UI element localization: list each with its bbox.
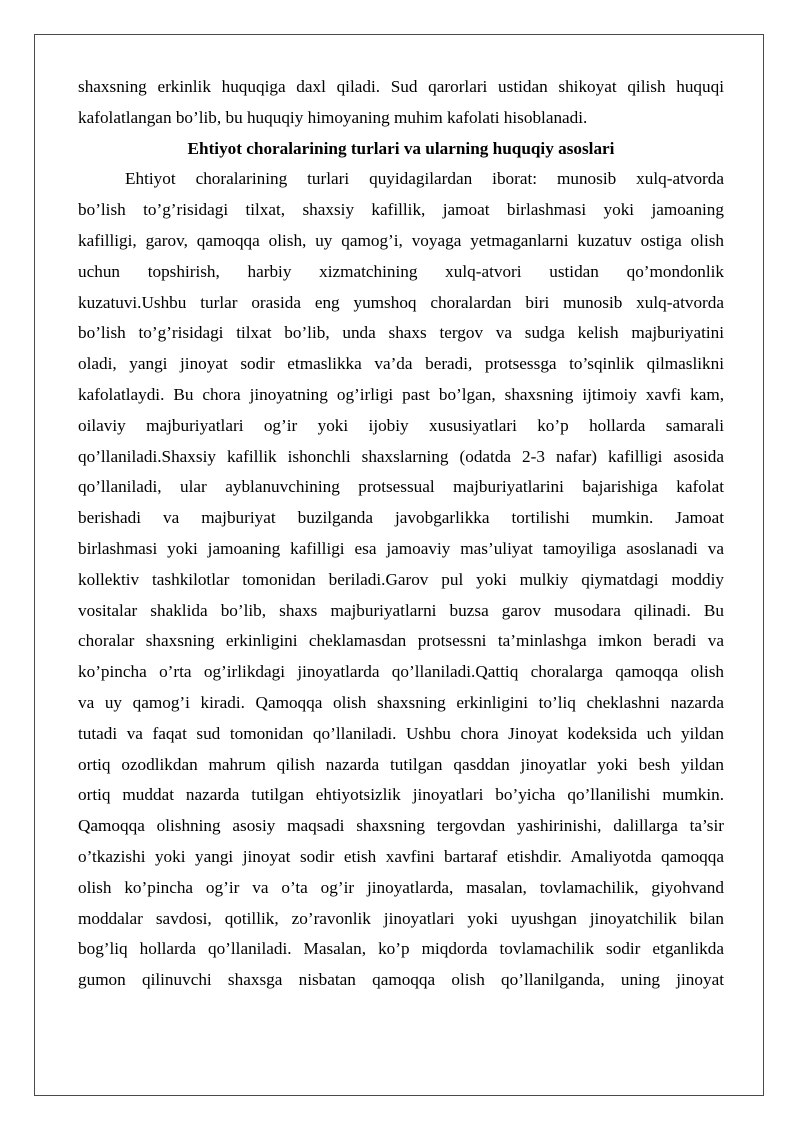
text-line: moddalar savdosi, qotillik, zo’ravonlik jinoyatlari yoki uyushgan jinoyatchilik bilan xyxy=(78,908,724,928)
text-line: qo’llaniladi, ular ayblanuvchining protsessual majburiyatlarini bajarishiga kafolat xyxy=(78,477,724,497)
text-line: kafolatlangan bo’lib, bu huquqiy himoyaning muhim kafolati hisoblanadi. xyxy=(78,107,588,127)
text-line: kafolatlaydi. Bu chora jinoyatning og’irligi past bo’lgan, shaxsning ijtimoiy xavfi kam, xyxy=(78,384,724,404)
text-line: uchun topshirish, harbiy xizmatchining xulq-atvori ustidan qo’mondonlik xyxy=(78,261,724,281)
text-line: gumon qilinuvchi shaxsga nisbatan qamoqqa olish qo’llanilganda, uning jinoyat xyxy=(78,970,724,990)
text-line: kollektiv tashkilotlar tomonidan beriladi.Garov pul yoki mulkiy qiymatdagi moddiy xyxy=(78,569,724,589)
text-line: bo’lish to’g’risidagi tilxat, shaxsiy kafillik, jamoat birlashmasi yoki jamoaning xyxy=(78,200,724,220)
text-line: tutadi va faqat sud tomonidan qo’llaniladi. Ushbu chora Jinoyat kodeksida uch yildan xyxy=(78,723,724,743)
text-line: ortiq ozodlikdan mahrum qilish nazarda tutilgan qasddan jinoyatlar yoki besh yildan xyxy=(78,754,724,774)
text-line: oilaviy majburiyatlari og’ir yoki ijobiy xususiyatlari ko’p hollarda samarali xyxy=(78,415,724,435)
text-line: Ehtiyot choralarining turlari quyidagilardan iborat: munosib xulq-atvorda xyxy=(125,169,724,189)
section-heading: Ehtiyot choralarining turlari va ularning huquqiy asoslari xyxy=(187,138,615,158)
text-line: birlashmasi yoki jamoaning kafilligi esa jamoaviy mas’uliyat tamoyiliga asoslanadi va xyxy=(78,538,724,558)
text-line: bo’lish to’g’risidagi tilxat bo’lib, unda shaxs tergov va sudga kelish majburiyatini xyxy=(78,323,724,343)
text-line: o’tkazishi yoki yangi jinoyat sodir etish xavfini bartaraf etishdir. Amaliyotda qamoqqa xyxy=(78,846,724,866)
text-line: kafilligi, garov, qamoqqa olish, uy qamog’i, voyaga yetmaganlarni kuzatuv ostiga olish xyxy=(78,230,724,250)
text-line: qo’llaniladi.Shaxsiy kafillik ishonchli shaxslarning (odatda 2-3 nafar) kafilligi asosida xyxy=(78,446,724,466)
text-line: choralar shaxsning erkinligini cheklamasdan protsessni ta’minlashga imkon beradi va xyxy=(78,631,724,651)
text-line: ko’pincha o’rta og’irlikdagi jinoyatlarda qo’llaniladi.Qattiq choralarga qamoqqa olish xyxy=(78,662,724,682)
text-line: berishadi va majburiyat buzilganda javobgarlikka tortilishi mumkin. Jamoat xyxy=(78,508,724,528)
text-line: kuzatuvi.Ushbu turlar orasida eng yumshoq choralardan biri munosib xulq-atvorda xyxy=(78,292,724,312)
text-line: oladi, yangi jinoyat sodir etmaslikka va’da beradi, protsessga to’sqinlik qilmaslikni xyxy=(78,354,724,374)
text-line: ortiq muddat nazarda tutilgan ehtiyotsizlik jinoyatlari bo’yicha qo’llanilishi mumkin. xyxy=(78,785,724,805)
document-body xyxy=(78,72,724,996)
text-line: bog’liq hollarda qo’llaniladi. Masalan, ko’p miqdorda tovlamachilik sodir etganlikda xyxy=(78,939,724,959)
text-line: Qamoqqa olishning asosiy maqsadi shaxsning tergovdan yashirinishi, dalillarga ta’sir xyxy=(78,816,724,836)
text-line: olish ko’pincha og’ir va o’ta og’ir jinoyatlarda, masalan, tovlamachilik, giyohvand xyxy=(78,877,724,897)
text-line: va uy qamog’i kiradi. Qamoqqa olish shaxsning erkinligini to’liq cheklashni nazarda xyxy=(78,692,724,712)
text-line: shaxsning erkinlik huquqiga daxl qiladi. Sud qarorlari ustidan shikoyat qilish huquqi xyxy=(78,77,724,96)
text-line: vositalar shaklida bo’lib, shaxs majburiyatlarni buzsa garov musodara qilinadi. Bu xyxy=(78,600,724,620)
